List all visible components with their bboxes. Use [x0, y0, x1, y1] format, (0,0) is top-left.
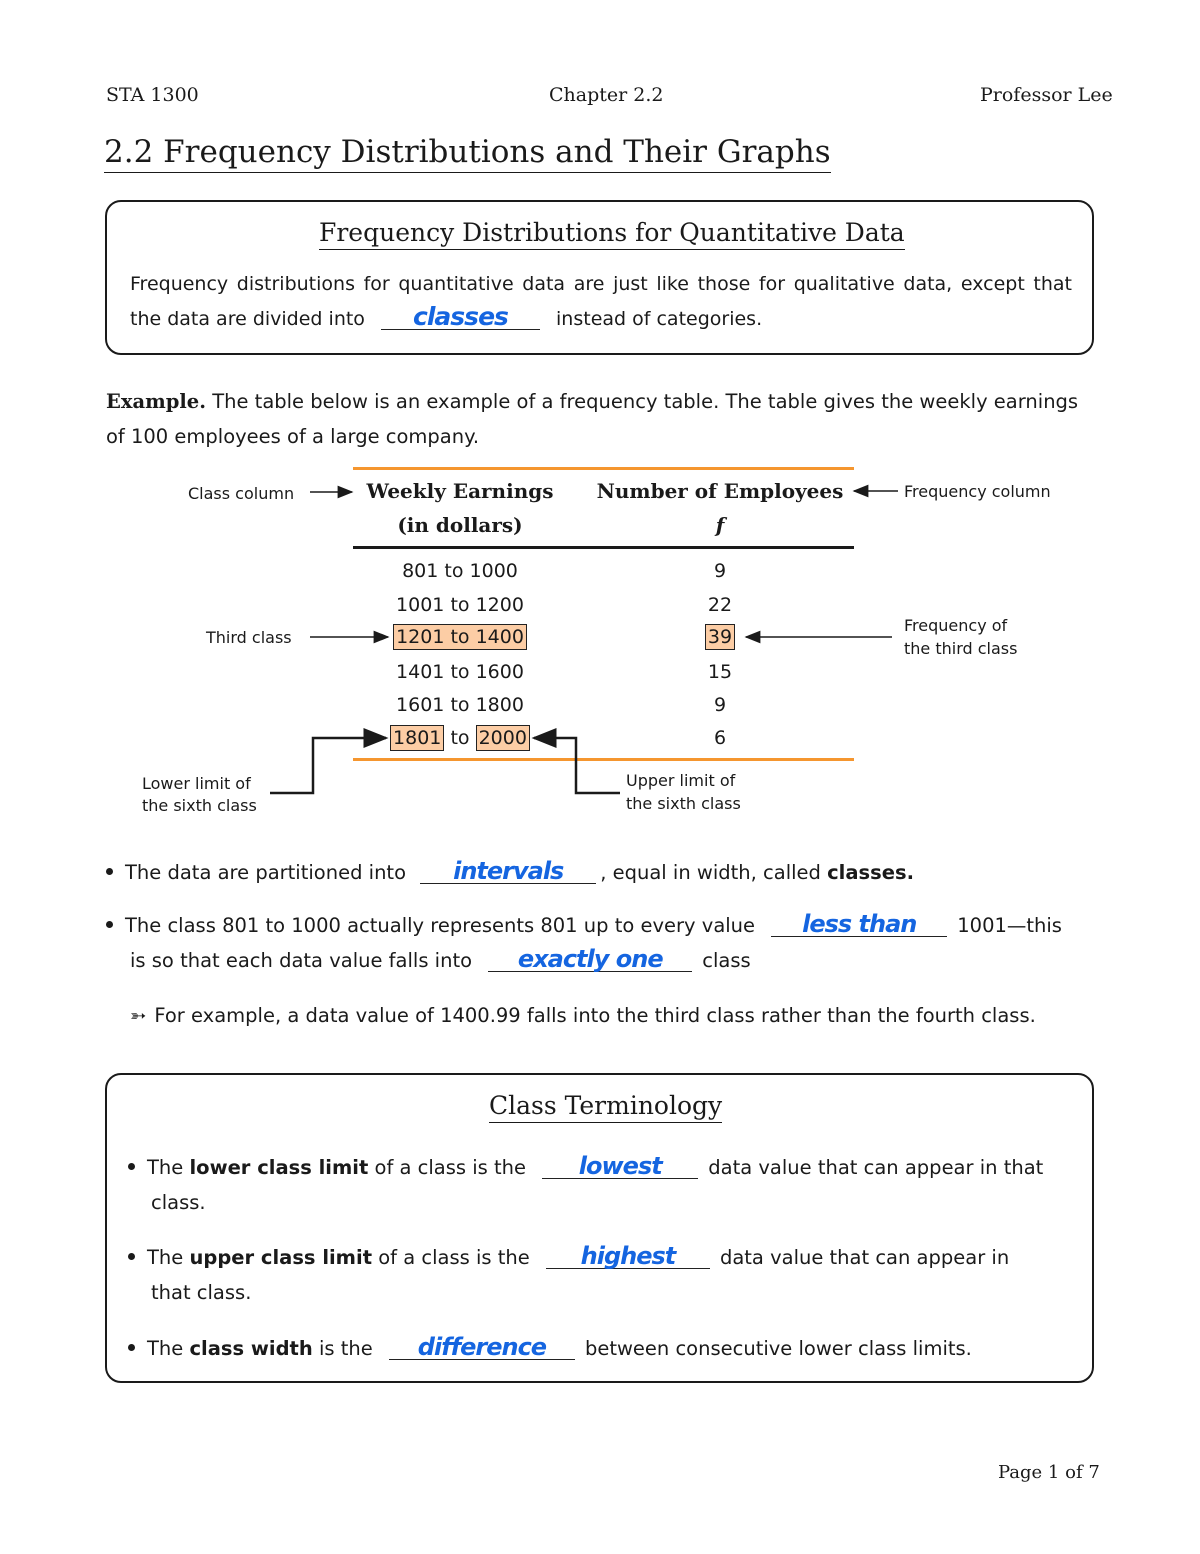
table-row-4-f: 15 [707, 661, 733, 683]
i1-mid: of a class is the [374, 1156, 527, 1179]
label-third-class: Third class [206, 628, 292, 647]
bullet-dot [128, 1253, 135, 1260]
bullet-less-than-line2 [130, 943, 751, 978]
i3-after: between consecutive lower class limits. [584, 1337, 972, 1360]
row1-upper: 1000 [469, 560, 518, 582]
bullet-dot [128, 1163, 135, 1170]
col1-subheader: (in dollars) [397, 513, 523, 537]
sub-bullet-example [130, 998, 1036, 1033]
i3-mid: is the [318, 1337, 373, 1360]
example-label: Example. [106, 390, 206, 413]
row1-lower: 801 [402, 560, 439, 582]
label-upper-limit-2: the sixth class [626, 794, 741, 813]
b1-bold: classes. [827, 861, 914, 884]
col2-header: Number of Employees [596, 479, 844, 503]
b2-line2: is so that each data value falls into [130, 949, 473, 972]
third-frequency-highlight: 39 [705, 624, 735, 650]
row2-upper: 1200 [475, 594, 524, 616]
i1-bold: lower class limit [189, 1156, 369, 1179]
i3-the: The [147, 1337, 184, 1360]
row4-to: to [450, 661, 470, 683]
row5-to: to [450, 694, 470, 716]
row5-lower: 1601 [396, 694, 445, 716]
handwritten-lowest: lowest [578, 1152, 662, 1180]
bullet-dot [106, 921, 113, 928]
blank-difference [389, 1335, 575, 1360]
table-row-5-f: 9 [713, 694, 727, 716]
row4-lower: 1401 [396, 661, 445, 683]
row4-upper: 1600 [475, 661, 524, 683]
i1-after: data value that can appear in that [708, 1156, 1044, 1179]
term-class-width [128, 1331, 1072, 1366]
i2-the: The [147, 1246, 184, 1269]
label-lower-limit-2: the sixth class [142, 796, 257, 815]
table-row-1-f: 9 [713, 560, 727, 582]
i2-mid: of a class is the [378, 1246, 530, 1269]
i1-the: The [147, 1156, 184, 1179]
i2-after: data value that can appear in [719, 1246, 1010, 1269]
label-frequency-third-2: the third class [904, 639, 1018, 658]
sub-bullet-arrow-icon: ➳ [130, 1004, 147, 1027]
handwritten-classes: classes [413, 302, 508, 331]
example-text: The table below is an example of a frequency table. The table gives the weekly earnings of 100 employees of a large company. [106, 390, 1079, 448]
label-upper-limit-1: Upper limit of [626, 771, 736, 790]
sixth-lower-highlight: 1801 [390, 725, 444, 751]
box1-text-after: instead of categories. [556, 308, 763, 330]
handwritten-exactly-one: exactly one [517, 945, 663, 973]
bullet-less-than [106, 908, 1062, 943]
bullet-dot [106, 868, 113, 875]
col1-header: Weekly Earnings [366, 479, 554, 503]
term-upper-limit [128, 1240, 1072, 1275]
term-upper-limit-line2: that class. [151, 1281, 252, 1304]
col2-subheader: f [715, 513, 725, 537]
arrow-lower-limit [270, 738, 386, 793]
label-frequency-column: Frequency column [904, 482, 1051, 501]
row2-lower: 1001 [396, 594, 445, 616]
b2-text: The class 801 to 1000 actually represents 801 up to every value [125, 914, 756, 937]
box-title-frequency: Frequency Distributions for Quantitative Data [319, 218, 905, 250]
blank-highest [546, 1244, 710, 1269]
handwritten-highest: highest [580, 1242, 676, 1270]
b2-after: 1001—this [957, 914, 1062, 937]
blank-exactly-one [488, 947, 692, 972]
arrow-upper-limit [534, 738, 620, 793]
table-row-6-f: 6 [713, 727, 727, 749]
page-number: Page 1 of 7 [998, 1462, 1100, 1483]
sixth-upper-highlight: 2000 [476, 725, 530, 751]
blank-intervals [420, 859, 596, 884]
term-lower-limit [128, 1150, 1072, 1185]
b1-after: , equal in width, called [600, 861, 821, 884]
third-class-highlight: 1201 to 1400 [393, 624, 527, 650]
handwritten-intervals: intervals [453, 857, 564, 885]
box-title-terminology: Class Terminology [489, 1091, 722, 1123]
bullet-intervals [106, 855, 914, 890]
handwritten-difference: difference [417, 1333, 547, 1361]
header-chapter: Chapter 2.2 [549, 84, 664, 106]
row1-to: to [444, 560, 464, 582]
header-course: STA 1300 [106, 84, 199, 106]
bullet-dot [128, 1344, 135, 1351]
label-frequency-third-1: Frequency of [904, 616, 1008, 635]
i3-bold: class width [189, 1337, 313, 1360]
row5-upper: 1800 [475, 694, 524, 716]
blank-lowest [542, 1154, 698, 1179]
blank-less-than [771, 912, 947, 937]
section-title: 2.2 Frequency Distributions and Their Graphs [104, 134, 831, 173]
row6-to: to [450, 727, 470, 749]
i2-bold: upper class limit [189, 1246, 373, 1269]
b1-text: The data are partitioned into [125, 861, 407, 884]
b2-line2-after: class [702, 949, 751, 972]
sub-text: For example, a data value of 1400.99 falls into the third class rather than the fourth class. [154, 1004, 1036, 1027]
label-lower-limit-1: Lower limit of [142, 774, 251, 793]
term-lower-limit-line2: class. [151, 1191, 206, 1214]
header-professor: Professor Lee [980, 84, 1113, 106]
box1-text: Frequency distributions for quantitative data are just like those for qualitative data, except that the data are divided into [130, 273, 1072, 330]
table-row-2-f: 22 [707, 594, 733, 616]
handwritten-less-than: less than [802, 910, 917, 938]
label-class-column: Class column [188, 484, 295, 503]
row2-to: to [450, 594, 470, 616]
